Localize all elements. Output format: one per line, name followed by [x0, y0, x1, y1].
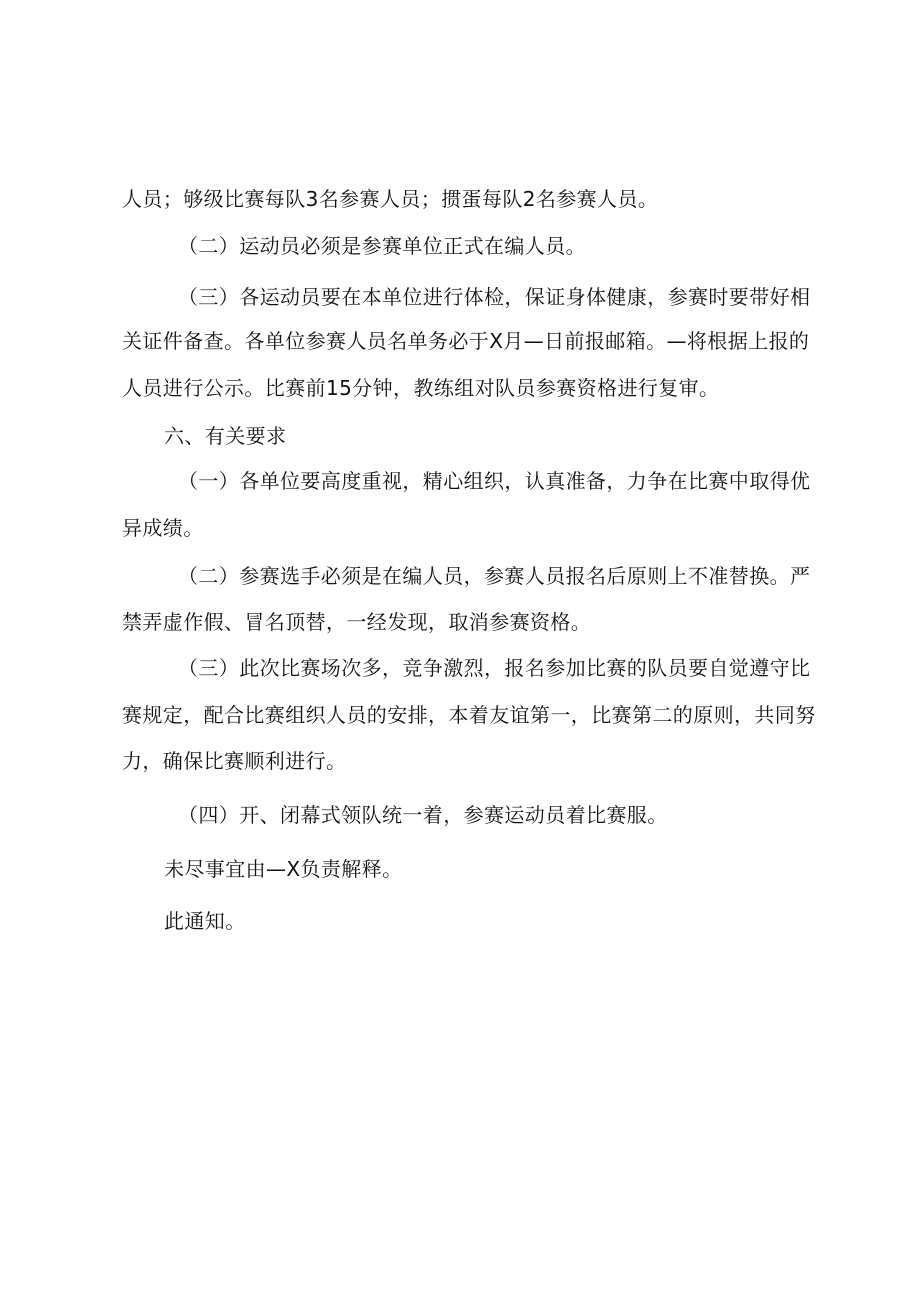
- text-line: （四）开、闭幕式领队统一着，参赛运动员着比赛服。: [178, 803, 668, 827]
- text-line: 关证件备查。各单位参赛人员名单务必于X月—日前报邮箱。—将根据上报的: [122, 329, 810, 353]
- text-line: 赛规定，配合比赛组织人员的安排，本着友谊第一，比赛第二的原则，共同努: [122, 703, 816, 727]
- text-line: 人员；够级比赛每队3名参赛人员；掼蛋每队2名参赛人员。: [122, 187, 659, 211]
- text-line: （三）各运动员要在本单位进行体检，保证身体健康，参赛时要带好相: [178, 285, 811, 309]
- text-line: 人员进行公示。比赛前15分钟，教练组对队员参赛资格进行复审。: [122, 376, 720, 400]
- text-line: 异成绩。: [122, 516, 204, 540]
- closing-line: 未尽事宜由—X负责解释。: [164, 857, 403, 881]
- notice-line: 此通知。: [164, 909, 246, 933]
- section-heading: 六、有关要求: [164, 424, 287, 448]
- text-line: 力，确保比赛顺利进行。: [122, 749, 347, 773]
- text-line: （二）运动员必须是参赛单位正式在编人员。: [178, 234, 586, 258]
- text-line: （二）参赛选手必须是在编人员，参赛人员报名后原则上不准替换。严: [178, 564, 811, 588]
- text-line: （三）此次比赛场次多，竞争激烈，报名参加比赛的队员要自觉遵守比: [178, 656, 811, 680]
- text-line: （一）各单位要高度重视，精心组织，认真准备，力争在比赛中取得优: [178, 469, 811, 493]
- text-line: 禁弄虚作假、冒名顶替，一经发现，取消参赛资格。: [122, 610, 592, 634]
